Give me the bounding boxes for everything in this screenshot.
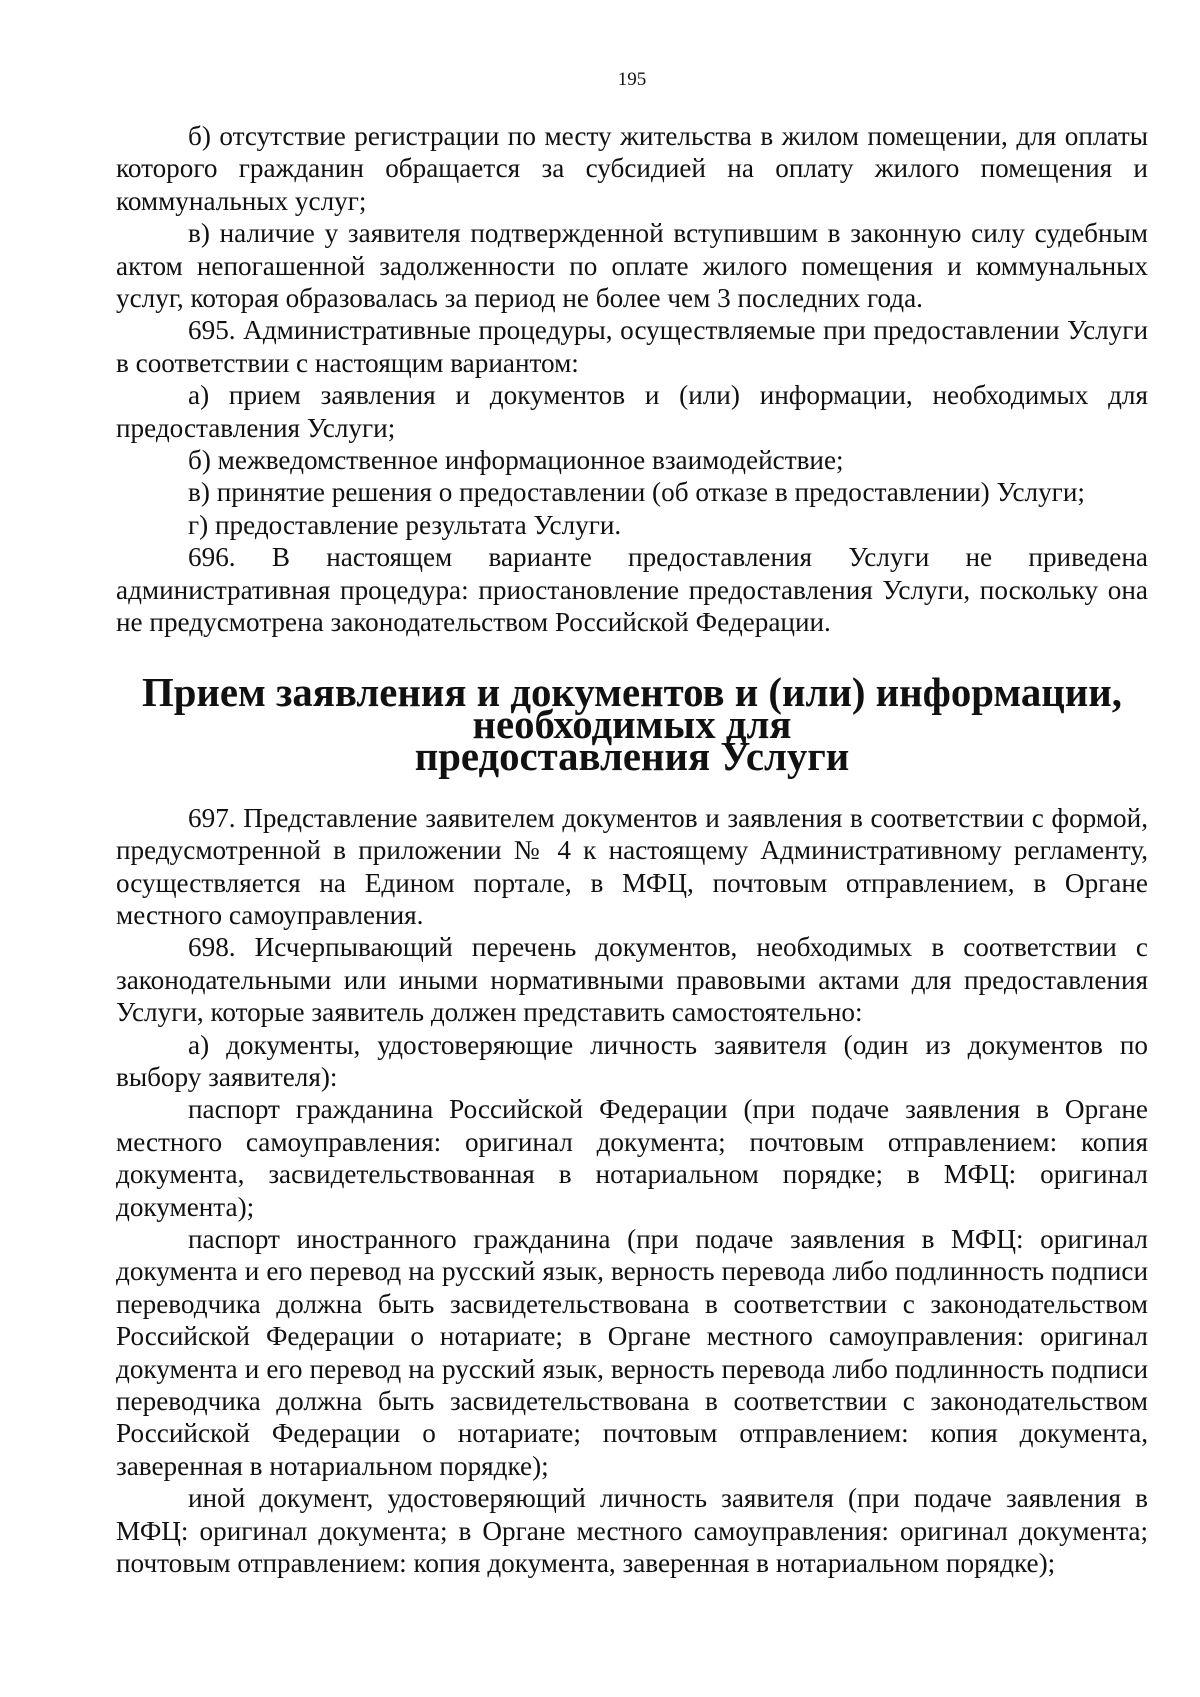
section-heading-line-2: предоставления Услуги — [414, 734, 850, 780]
paragraph-695-b: б) межведомственное информационное взаимодействие; — [188, 445, 844, 476]
paragraph-passport-rf: паспорт гражданина Российской Федерации (при подаче заявления в Органе местного самоуправления: оригинал документа; почтовым отправлением: копия документа, засвидетельствованная в нотариальном порядке; в МФЦ: оригинал документа); — [116, 1094, 1148, 1222]
paragraph-695-a: а) прием заявления и документов и (или) информации, необходимых для предоставления Услуги; — [116, 380, 1148, 443]
paragraph-passport-foreign: паспорт иностранного гражданина (при подаче заявления в МФЦ: оригинал документа и его перевод на русский язык, верность перевода либо подлинность подписи переводчика должна быть засвидетельствована в соответствии с законодательством Российской Федерации о нотариате; в Органе местного самоуправления: оригинал документа и его перевод на русский язык, верность перевода либо подлинность подписи переводчика должна быть засвидетельствована в соответствии с законодательством Российской Федерации о нотариате; почтовым отправлением: копия документа, заверенная в нотариальном порядке); — [116, 1224, 1148, 1481]
paragraph-other-id: иной документ, удостоверяющий личность заявителя (при подаче заявления в МФЦ: оригинал документа; в Органе местного самоуправления: оригинал документа; почтовым отправлением: копия документа, заверенная в нотариальном порядке); — [116, 1483, 1148, 1579]
paragraph-697: 697. Представление заявителем документов и заявления в соответствии с формой, предусмотренной в приложении № 4 к настоящему Административному регламенту, осуществляется на Едином портале, в МФЦ, почтовым отправлением, в Органе местного самоуправления. — [116, 802, 1148, 930]
document-body — [116, 120, 1148, 1579]
paragraph-696: 696. В настоящем варианте предоставления Услуги не приведена административная процедура: приостановление предоставления Услуги, поскольку она не предусмотрена законодательством Российской Федерации. — [116, 542, 1148, 638]
paragraph-698-a: а) документы, удостоверяющие личность заявителя (один из документов по выбору заявителя): — [116, 1029, 1148, 1092]
paragraph-695-g: г) предоставление результата Услуги. — [188, 509, 622, 540]
page-number: 195 — [617, 69, 647, 90]
paragraph-698: 698. Исчерпывающий перечень документов, необходимых в соответствии с законодательными или иными нормативными правовыми актами для предоставления Услуги, которые заявитель должен представить самостоятельно: — [116, 932, 1148, 1028]
paragraph-b-no-registration: б) отсутствие регистрации по месту жительства в жилом помещении, для оплаты которого гражданин обращается за субсидией на оплату жилого помещения и коммунальных услуг; — [116, 121, 1148, 216]
paragraph-v-debt: в) наличие у заявителя подтвержденной вступившим в законную силу судебным актом непогашенной задолженности по оплате жилого помещения и коммунальных услуг, которая образовалась за период не более чем 3 последних года. — [116, 218, 1148, 314]
paragraph-695-v: в) принятие решения о предоставлении (об отказе в предоставлении) Услуги; — [188, 477, 1085, 508]
section-heading-line-1: Прием заявления и документов и (или) информации, необходимых для — [141, 669, 1123, 747]
section-heading — [116, 669, 1148, 780]
paragraph-695: 695. Административные процедуры, осуществляемые при предоставлении Услуги в соответствии с настоящим вариантом: — [116, 315, 1148, 378]
